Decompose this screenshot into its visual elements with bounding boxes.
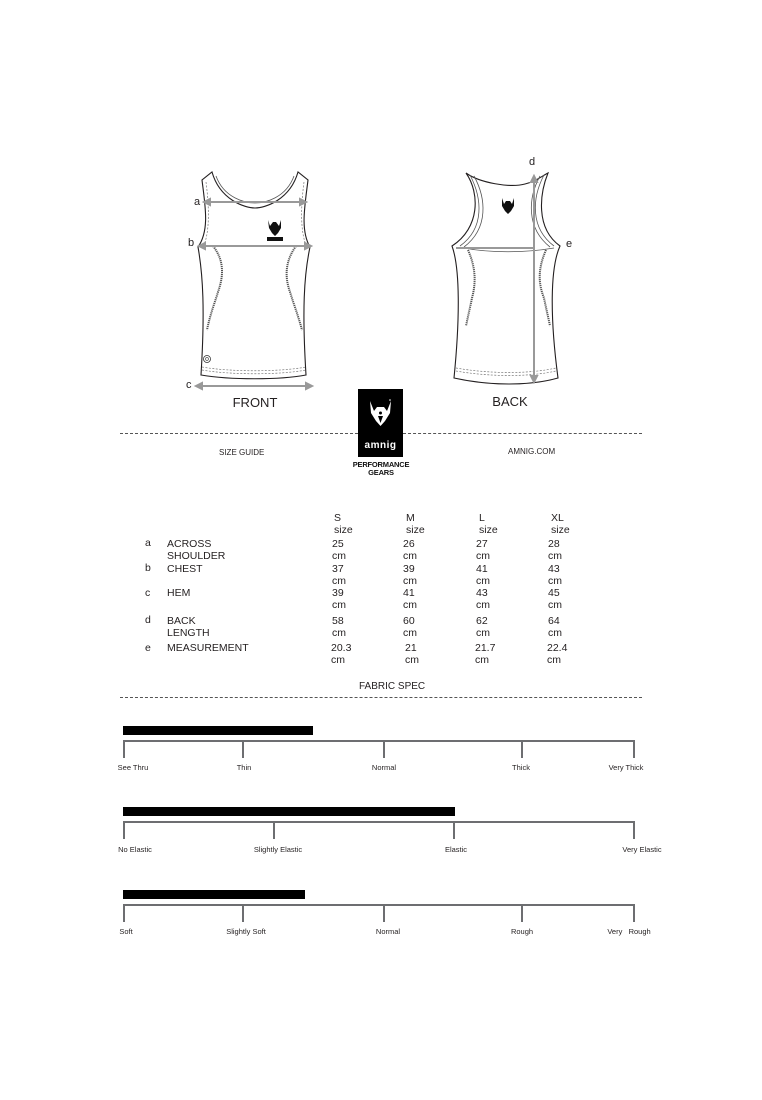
measure-letter-b: b <box>188 237 195 249</box>
cell-m: 39 cm <box>403 563 417 587</box>
brand-tagline-line1: PERFORMANCE <box>352 460 410 469</box>
row-label: MEASUREMENT <box>167 642 249 654</box>
cell-xl: 43 cm <box>548 563 562 587</box>
cell-xl: 45 cm <box>548 587 562 611</box>
tick-label: Thin <box>236 763 252 772</box>
column-header-m: M size <box>406 512 425 536</box>
brand-tagline-line2: GEARS <box>368 468 394 477</box>
tick-label: Soft <box>119 927 133 936</box>
scale-axis <box>123 904 635 906</box>
row-label: ACROSS SHOULDER <box>167 538 226 562</box>
cell-xl: 64 cm <box>548 615 562 639</box>
tick <box>123 904 125 922</box>
tick-label: Normal <box>371 763 397 772</box>
tick-label: See Thru <box>117 763 149 772</box>
cell-l: 21.7 cm <box>475 642 496 666</box>
cell-xl: 22.4 cm <box>547 642 568 666</box>
measure-letter-c: c <box>186 379 192 391</box>
brand-wordmark: amnig <box>364 440 397 451</box>
tick <box>633 740 635 758</box>
cell-l: 62 cm <box>476 615 490 639</box>
thickness-scale <box>117 726 644 776</box>
back-tank-top-drawing <box>450 168 580 393</box>
website-caption: AMNIG.COM <box>508 447 556 456</box>
row-key: b <box>145 562 151 574</box>
tick <box>633 904 635 922</box>
brand-mascot-icon <box>368 399 393 427</box>
measure-letter-e: e <box>566 238 573 250</box>
back-logo-icon <box>502 198 514 214</box>
fabric-spec-title: FABRIC SPEC <box>359 681 426 692</box>
cell-s: 37 cm <box>332 563 346 587</box>
cell-m: 26 cm <box>403 538 417 562</box>
tick-label: Very Elastic <box>622 845 662 854</box>
tick <box>242 740 244 758</box>
tick-label: Thick <box>512 763 530 772</box>
elasticity-scale <box>118 807 662 857</box>
tick-label: Very Thick <box>608 763 644 772</box>
cell-s: 39 cm <box>332 587 346 611</box>
tick <box>242 904 244 922</box>
tick <box>383 904 385 922</box>
tick-label: Normal <box>375 927 401 936</box>
tick <box>123 821 125 839</box>
tick <box>633 821 635 839</box>
chest-logo-icon <box>267 220 283 241</box>
tick-label: Elastic <box>444 845 468 854</box>
tick-label: No Elastic <box>118 845 152 854</box>
fabric-spec-divider <box>120 697 642 698</box>
cell-s: 25 cm <box>332 538 346 562</box>
column-header-l: L size <box>479 512 498 536</box>
tick <box>453 821 455 839</box>
cell-s: 20.3 cm <box>331 642 352 666</box>
row-key: a <box>145 537 151 549</box>
column-header-xl: XL size <box>551 512 570 536</box>
tick-label: Very Rough <box>607 927 651 936</box>
cell-l: 43 cm <box>476 587 490 611</box>
row-key: e <box>145 642 151 654</box>
size-guide-caption: SIZE GUIDE <box>219 448 265 457</box>
cell-xl: 28 cm <box>548 538 562 562</box>
measure-letter-a: a <box>194 196 201 208</box>
measure-letter-d: d <box>529 156 536 168</box>
row-label: BACK LENGTH <box>167 615 210 639</box>
tick <box>521 740 523 758</box>
scale-axis <box>123 740 635 742</box>
softness-scale <box>119 890 651 940</box>
front-label: FRONT <box>232 395 278 410</box>
brand-logo <box>358 389 403 457</box>
tick <box>383 740 385 758</box>
cell-m: 60 cm <box>403 615 417 639</box>
hem-badge-icon <box>204 356 211 363</box>
cell-s: 58 cm <box>332 615 346 639</box>
tick <box>273 821 275 839</box>
softness-indicator-bar <box>123 890 305 899</box>
thickness-indicator-bar <box>123 726 313 735</box>
cell-l: 41 cm <box>476 563 490 587</box>
tick <box>123 740 125 758</box>
column-header-s: S size <box>334 512 353 536</box>
row-label: HEM <box>167 587 191 599</box>
back-label: BACK <box>492 394 528 409</box>
tick-label: Rough <box>510 927 534 936</box>
tick-label: Slightly Soft <box>226 927 266 936</box>
row-key: d <box>145 614 151 626</box>
header-divider-left <box>120 433 358 434</box>
front-tank-top-drawing <box>190 160 320 395</box>
tick-label: Slightly Elastic <box>253 845 303 854</box>
row-label: CHEST <box>167 563 203 575</box>
elasticity-indicator-bar <box>123 807 455 816</box>
scale-axis <box>123 821 635 823</box>
cell-l: 27 cm <box>476 538 490 562</box>
row-key: c <box>145 587 151 599</box>
header-divider-right <box>403 433 642 434</box>
tick <box>521 904 523 922</box>
cell-m: 21 cm <box>405 642 419 666</box>
cell-m: 41 cm <box>403 587 417 611</box>
